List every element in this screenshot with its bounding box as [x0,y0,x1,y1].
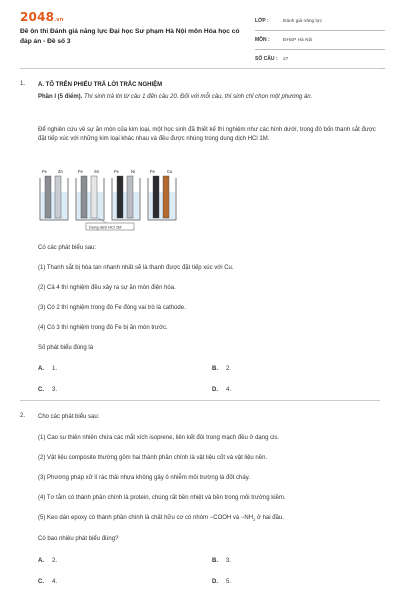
option-letter: A. [38,366,44,372]
option-letter: B. [212,366,218,372]
meta-label: MÔN : [255,37,270,43]
section-heading: A. TÔ TRÊN PHIẾU TRẢ LỜI TRẮC NGHIỆM [38,82,163,88]
question-ask: Số phát biểu đúng là [38,345,94,351]
option-text: 2. [226,366,232,372]
statement-item: (1) Cao su thiên nhiên chứa các mắt xích isoprene, liên kết đôi trong mạch đều ở dạng cis. [38,435,280,441]
option-text: 3. [226,558,232,564]
answer-option-a[interactable] [38,558,57,564]
answer-option-a[interactable] [38,366,57,372]
statement-item: (3) Có 2 thí nghiệm trong đó Fe đóng vai trò là cathode. [38,305,186,311]
option-letter: C. [38,387,44,393]
exam-title: Đề ôn thi Đánh giá năng lực Đại học Sư phạm Hà Nội môn Hóa học có đáp án - Đề số 3 [20,28,240,45]
answer-option-c[interactable] [38,387,57,393]
option-letter: C. [38,579,44,585]
meta-value: 27 [283,56,289,62]
page-header [0,0,400,64]
figure-label: Fe [114,169,119,174]
statements-lead: Có các phát biểu sau: [38,245,97,251]
question-number: 1. [20,81,26,87]
answer-option-b[interactable] [212,558,231,564]
option-letter: D. [212,387,218,393]
statement-text: (5) Keo dán epoxy có thành phần chính là chất hữu cơ có nhóm −COOH và −NH [38,515,254,521]
statement-text: ở hai đầu. [255,515,284,521]
option-text: 5. [226,579,232,585]
option-text: 4. [52,579,58,585]
meta-row-count [255,50,385,69]
meta-value: Đánh giá năng lực [283,18,323,24]
subscript: 2 [253,517,256,523]
option-text: 1. [52,366,58,372]
statement-item: (3) Phương pháp xử lí rác thải nhựa không gây ô nhiễm môi trường là đốt cháy. [38,475,250,481]
statements-lead: Cho các phát biểu sau: [38,414,100,420]
site-logo[interactable] [20,10,64,24]
beaker-fe-cu [148,176,176,220]
figure-label: Fe [78,169,83,174]
option-text: 4. [226,387,232,393]
meta-label: SỐ CÂU : [255,56,278,62]
figure-label: Fe [42,169,47,174]
figure-label: Sn [94,169,100,174]
beaker-fe-ni [112,176,140,220]
statement-item [38,514,388,524]
logo-text: 2048 [20,10,55,24]
figure-label: Ni [131,169,135,174]
part-label: Phần I (5 điểm). [38,94,83,100]
figure-label: Fe [150,169,155,174]
option-text: 3. [52,387,58,393]
beaker-fe-sn [76,176,104,220]
option-letter: A. [38,558,44,564]
answer-option-c[interactable] [38,579,57,585]
answer-option-d[interactable] [212,387,231,393]
corrosion-experiment-figure [38,168,188,232]
statement-item: (2) Cả 4 thí nghiệm đều xảy ra sự ăn mòn điện hóa. [38,285,176,291]
statement-item: (4) Tơ tằm có thành phần chính là protein, chúng rất bền nhiệt và bền trong môi trường kiềm. [38,495,286,501]
meta-row-subject [255,31,385,50]
question-intro: Để nghiên cứu về sự ăn mòn của kim loại, một học sinh đã thiết kế thí nghiệm như các hình dưới, trong đó bốn thanh sắt được đặt tiếp xúc với những kim loại khác nhau và đều được nhúng trong dung dịch HCl 1M. [38,127,376,142]
meta-row-class [255,12,385,31]
statement-item: (2) Vật liệu composite thường gồm hai thành phần chính là vật liệu cốt và vật liệu nền. [38,455,268,461]
option-letter: D. [212,579,218,585]
exam-meta [255,12,385,69]
question-number: 2. [20,413,26,419]
option-text: 2. [52,558,58,564]
logo-suffix: .vn [54,17,64,23]
figure-caption: Dung dịch HCl 1M [89,224,122,230]
option-letter: B. [212,558,218,564]
header-divider [20,68,380,69]
answer-option-b[interactable] [212,366,231,372]
part-note: Thí sinh trả lời từ câu 1 đến câu 20. Đối với mỗi câu, thí sinh chỉ chọn một phương án. [82,94,313,100]
part-instruction [38,93,383,102]
figure-label: Cu [167,169,173,174]
question-divider [20,400,380,401]
meta-label: LỚP : [255,18,269,24]
answer-option-d[interactable] [212,579,231,585]
figure-label: Zn [58,169,63,174]
beaker-fe-zn [40,176,68,220]
meta-value: ĐHSP Hà Nội [283,37,313,43]
statement-item: (1) Thanh sắt bị hòa tan nhanh nhất sẽ là thanh được đặt tiếp xúc với Cu. [38,265,234,271]
statement-item: (4) Có 3 thí nghiệm trong đó Fe bị ăn mòn trước. [38,325,168,331]
question-ask: Có bao nhiêu phát biểu đúng? [38,536,119,542]
